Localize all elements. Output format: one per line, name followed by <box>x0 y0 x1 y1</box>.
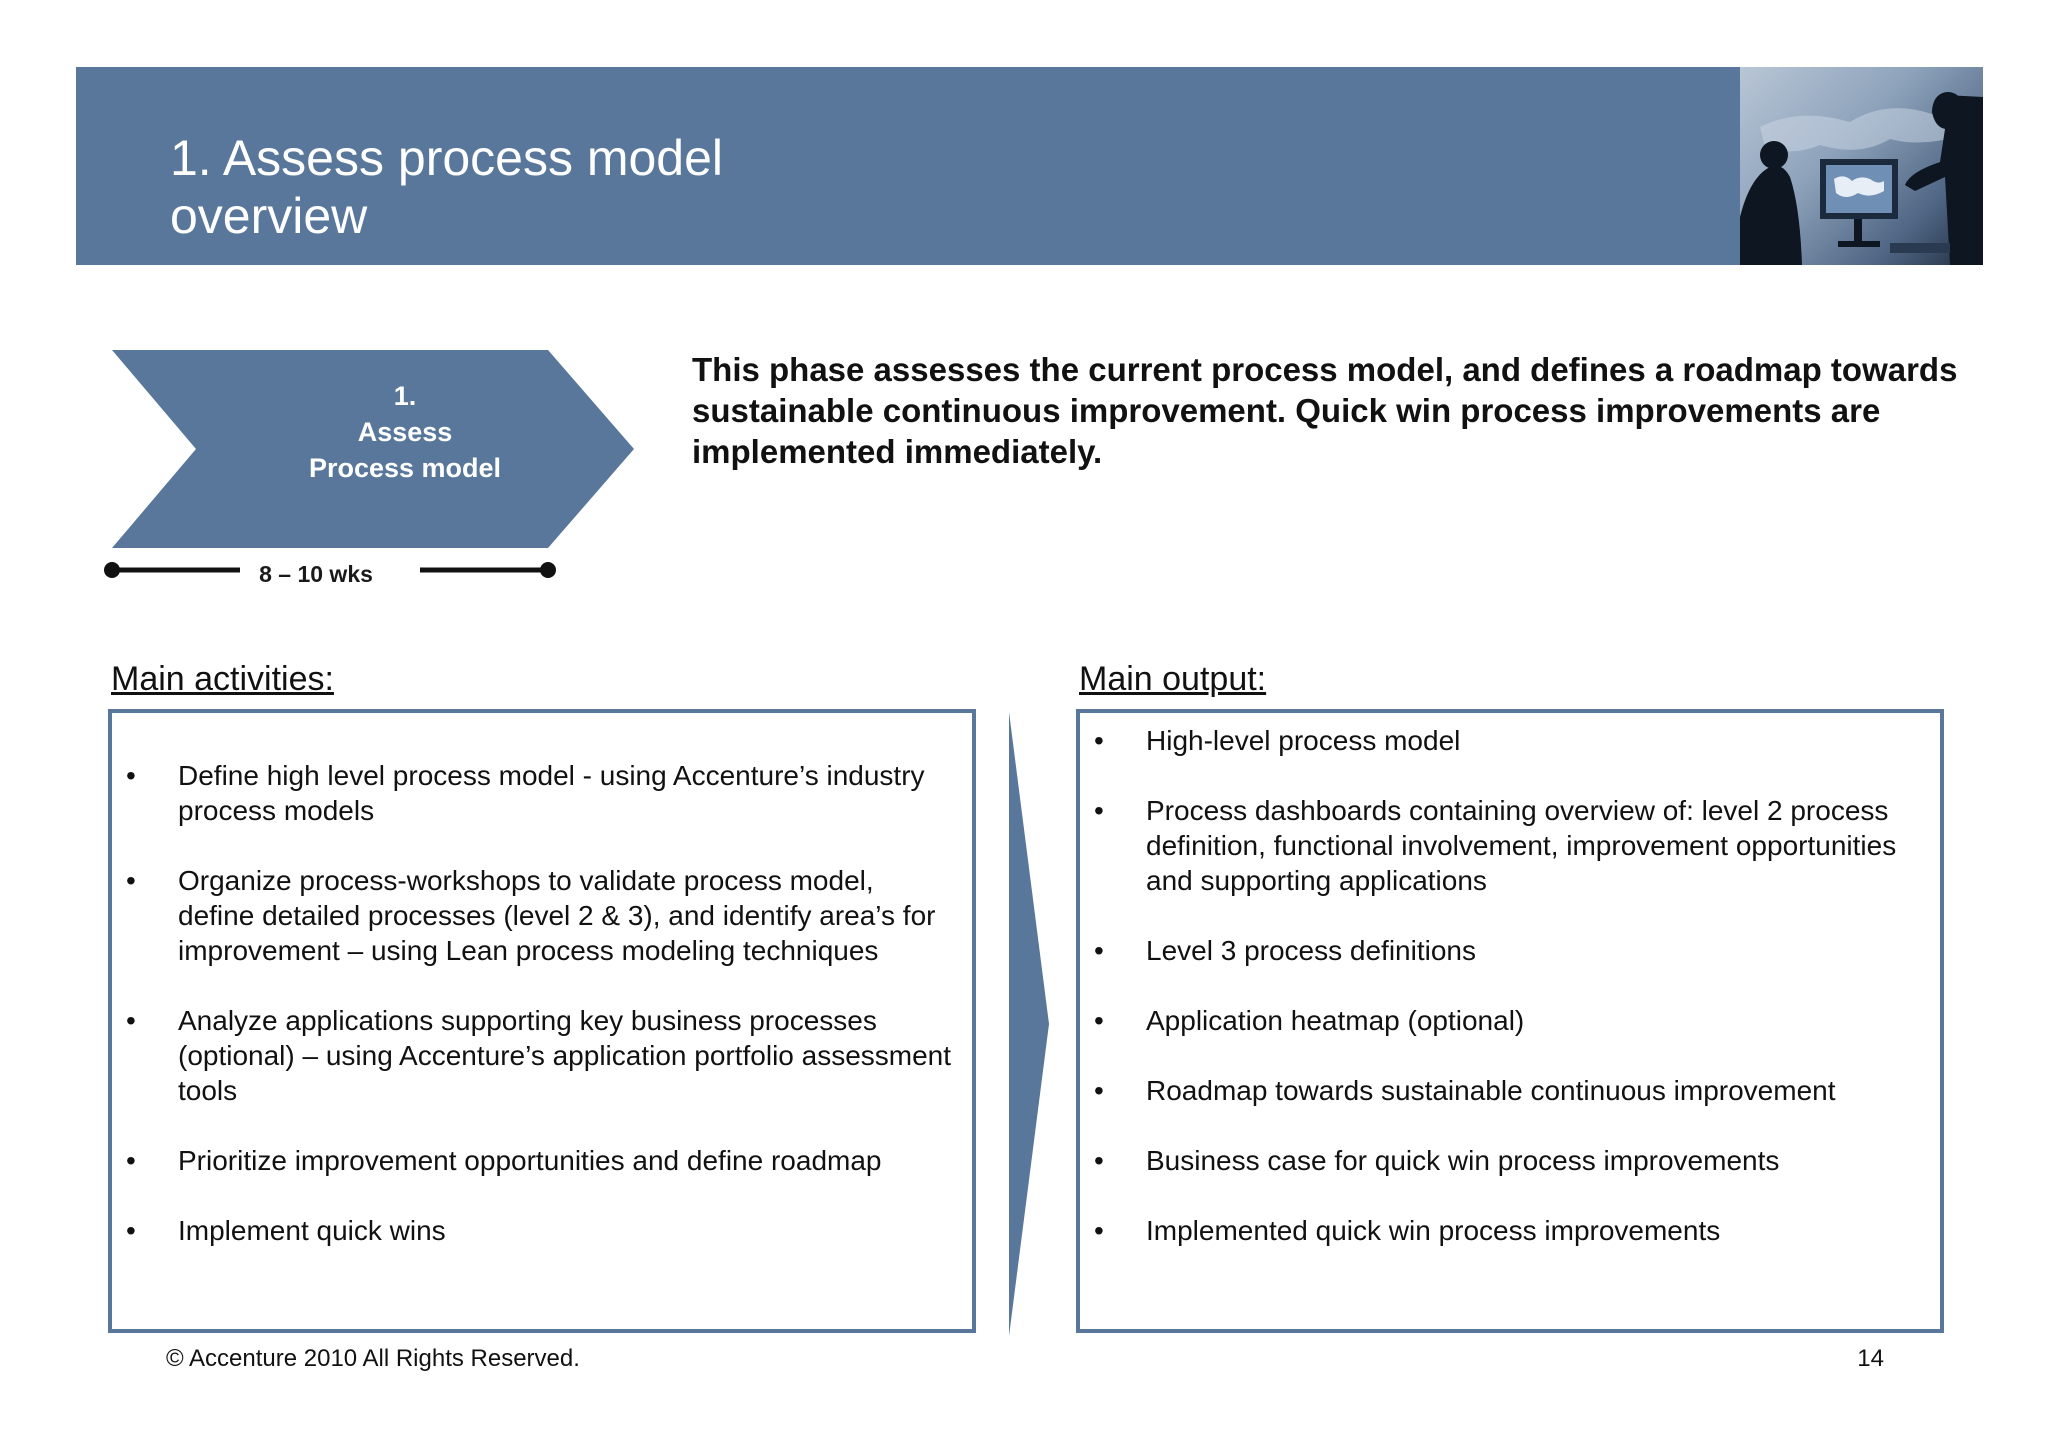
copyright-notice: © Accenture 2010 All Rights Reserved. <box>166 1345 580 1372</box>
list-item <box>112 863 954 968</box>
main-output-heading: Main output: <box>1079 660 1267 698</box>
business-meeting-photo <box>1740 67 1983 265</box>
bullet: • <box>126 760 136 791</box>
bullet: • <box>1094 725 1104 756</box>
page-title <box>170 129 870 245</box>
list-item <box>112 1213 954 1248</box>
list-item-text: Level 3 process definitions <box>1146 935 1476 966</box>
list-item-text: High-level process model <box>1146 725 1461 756</box>
list-item-text: Roadmap towards sustainable continuous improvement <box>1146 1075 1836 1106</box>
list-item-text: Process dashboards containing overview of: level 2 process definition, functional involvement, improvement opportunities and supporting applications <box>1146 795 1897 896</box>
bullet: • <box>1094 1005 1104 1036</box>
phase-chevron-label <box>245 378 565 486</box>
bullet: • <box>126 1215 136 1246</box>
business-meeting-illustration <box>1740 67 1983 265</box>
header-band <box>76 67 1740 265</box>
bullet: • <box>126 865 136 896</box>
bullet: • <box>1094 1215 1104 1246</box>
activities-to-output-arrow <box>1007 712 1051 1336</box>
phase-name-line-1: Assess <box>357 417 453 447</box>
list-item-text: Business case for quick win process improvements <box>1146 1145 1780 1176</box>
activities-list <box>112 758 954 1248</box>
list-item-text: Prioritize improvement opportunities and define roadmap <box>178 1145 882 1176</box>
list-item <box>112 1143 954 1178</box>
list-item <box>112 1003 954 1108</box>
phase-number: 1. <box>393 381 417 411</box>
bullet: • <box>1094 1075 1104 1106</box>
list-item-text: Implement quick wins <box>178 1215 446 1246</box>
list-item-text: Organize process-workshops to validate process model, define detailed processes (level 2 & 3), and identify area’s for improvement – using Lean process modeling techniques <box>178 865 936 966</box>
list-item-text: Analyze applications supporting key business processes (optional) – using Accenture’s application portfolio assessment tools <box>178 1005 952 1106</box>
main-activities-heading: Main activities: <box>111 660 334 698</box>
list-item <box>1080 1003 1926 1038</box>
page-number: 14 <box>1857 1345 1884 1372</box>
main-activities-box <box>108 709 976 1333</box>
phase-name-line-2: Process model <box>308 453 502 483</box>
main-output-box <box>1076 709 1944 1333</box>
duration-label: 8 – 10 wks <box>259 561 373 587</box>
list-item <box>1080 1213 1926 1248</box>
list-item <box>1080 1073 1926 1108</box>
bullet: • <box>1094 795 1104 826</box>
list-item-text: Define high level process model - using Accenture’s industry process models <box>178 760 925 826</box>
list-item <box>112 758 954 828</box>
bullet: • <box>1094 1145 1104 1176</box>
output-list <box>1080 723 1926 1248</box>
list-item <box>1080 1143 1926 1178</box>
list-item-text: Implemented quick win process improvements <box>1146 1215 1721 1246</box>
bullet: • <box>1094 935 1104 966</box>
list-item <box>1080 793 1926 898</box>
bullet: • <box>126 1145 136 1176</box>
bullet: • <box>126 1005 136 1036</box>
list-item <box>1080 933 1926 968</box>
page-title-line-1: 1. Assess process model <box>170 130 724 186</box>
list-item <box>1080 723 1926 758</box>
phase-description: This phase assesses the current process model, and defines a roadmap towards sustainable continuous improvement. Quick win process improvements are implemented immediately. <box>692 351 1958 470</box>
list-item-text: Application heatmap (optional) <box>1146 1005 1525 1036</box>
page-title-line-2: overview <box>170 188 368 244</box>
